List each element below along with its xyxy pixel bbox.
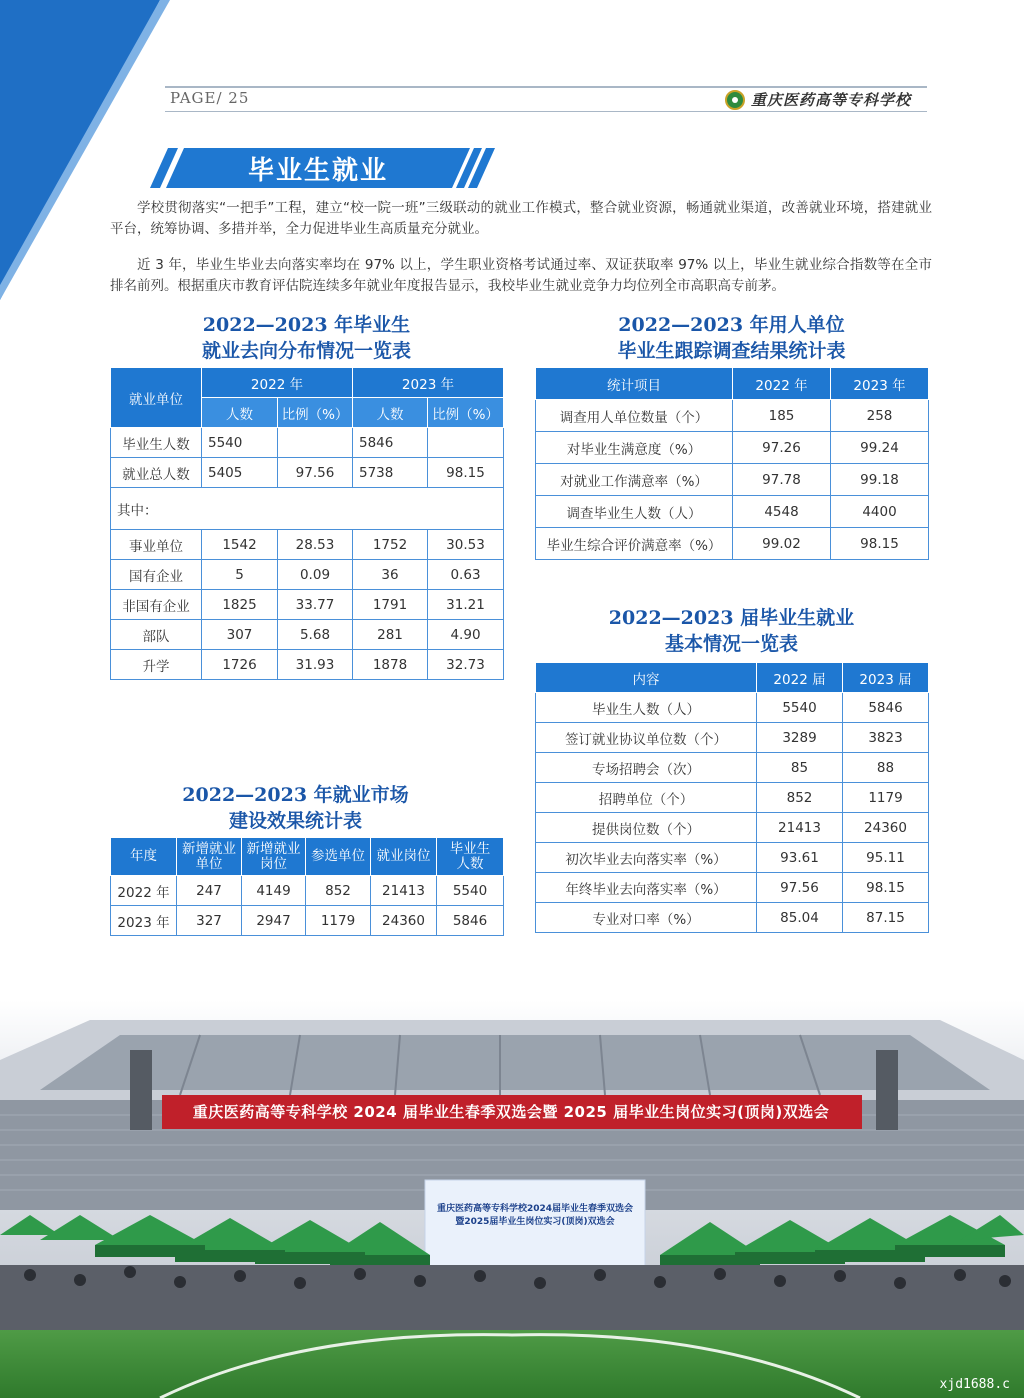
- employment-destination-table: [110, 367, 504, 680]
- header-participants: [306, 838, 371, 876]
- row-label: 国有企业: [111, 560, 202, 590]
- cell: 5.68: [278, 620, 353, 650]
- row-label: 事业单位: [111, 530, 202, 560]
- header-new-units: [177, 838, 242, 876]
- table4-title: [110, 782, 503, 834]
- school-name: 重庆医药高等专科学校: [751, 91, 912, 109]
- banner-text: 重庆医药高等专科学校 2024 届毕业生春季双选会暨 2025 届毕业生岗位实习(顶岗)双选会: [192, 1103, 830, 1121]
- cell: 87.15: [843, 903, 929, 933]
- job-fair-scene: [0, 1000, 1024, 1398]
- row-label: 签订就业协议单位数（个）: [536, 723, 757, 753]
- cell: 21413: [757, 813, 843, 843]
- cell: 3823: [843, 723, 929, 753]
- header-graduates: [437, 838, 504, 876]
- cell: 852: [757, 783, 843, 813]
- cell: 5846: [843, 693, 929, 723]
- section-title: 毕业生就业: [248, 156, 389, 186]
- cell: [278, 428, 353, 458]
- table-row: [111, 530, 504, 560]
- row-label: 提供岗位数（个）: [536, 813, 757, 843]
- table-row: [536, 496, 929, 528]
- cell: 99.24: [831, 432, 929, 464]
- row-label: 专业对口率（%）: [536, 903, 757, 933]
- cell: 1825: [202, 590, 278, 620]
- cell: 24360: [843, 813, 929, 843]
- table-row: [111, 620, 504, 650]
- cell: 4548: [733, 496, 831, 528]
- cell: 99.02: [733, 528, 831, 560]
- header-2022: 2022 年: [202, 368, 353, 398]
- header-job-posts: [371, 838, 437, 876]
- table-row: [536, 693, 929, 723]
- cell: 21413: [371, 876, 437, 906]
- table-row: [536, 903, 929, 933]
- table-row: [536, 432, 929, 464]
- cell: 97.56: [757, 873, 843, 903]
- table3-title-line2: 基本情况一览表: [664, 633, 798, 655]
- header-2023: 2023 届: [843, 663, 929, 693]
- header-new-posts: [242, 838, 306, 876]
- cell: 95.11: [843, 843, 929, 873]
- table3-title: [535, 605, 928, 657]
- header-2023: 2023 年: [353, 368, 504, 398]
- cell: 98.15: [843, 873, 929, 903]
- cell: 1791: [353, 590, 428, 620]
- row-label: 毕业生综合评价满意率（%）: [536, 528, 733, 560]
- table-row: [111, 590, 504, 620]
- table-row: [111, 458, 504, 488]
- header-count: 人数: [202, 398, 278, 428]
- table-row: [536, 400, 929, 432]
- cell: 4149: [242, 876, 306, 906]
- cell: 33.77: [278, 590, 353, 620]
- table-row: [111, 876, 504, 906]
- cell: 98.15: [428, 458, 504, 488]
- table-row: [536, 813, 929, 843]
- row-label: 对就业工作满意率（%）: [536, 464, 733, 496]
- cell: 5405: [202, 458, 278, 488]
- stage-text: [430, 1203, 640, 1229]
- cell: 88: [843, 753, 929, 783]
- cell: 0.63: [428, 560, 504, 590]
- cell: [428, 428, 504, 458]
- table1-title: [110, 312, 503, 364]
- header-rule-bottom: [165, 111, 927, 112]
- header-text: 单位: [195, 855, 223, 872]
- header-content: 内容: [536, 663, 757, 693]
- cell: 99.18: [831, 464, 929, 496]
- table2-title-line2: 毕业生跟踪调查结果统计表: [617, 340, 846, 362]
- job-market-table: [110, 837, 504, 936]
- cell: 258: [831, 400, 929, 432]
- header-ratio: 比例（%）: [428, 398, 504, 428]
- row-label: 毕业生人数: [111, 428, 202, 458]
- cell: 5: [202, 560, 278, 590]
- row-label: 2022 年: [111, 876, 177, 906]
- row-label: 年终毕业去向落实率（%）: [536, 873, 757, 903]
- cell: 24360: [371, 906, 437, 936]
- cell: 32.73: [428, 650, 504, 680]
- cell: 31.21: [428, 590, 504, 620]
- table-row: [111, 488, 504, 530]
- cell: 98.15: [831, 528, 929, 560]
- graduate-basics-table: [535, 662, 929, 933]
- cell: 85: [757, 753, 843, 783]
- employer-survey-table: [535, 367, 929, 560]
- cell: 5846: [437, 906, 504, 936]
- cell: 307: [202, 620, 278, 650]
- table1-title-line1: 2022—2023 年毕业生: [202, 314, 411, 336]
- table-row: [536, 753, 929, 783]
- cell: 97.26: [733, 432, 831, 464]
- table4-title-line2: 建设效果统计表: [228, 810, 362, 832]
- header-item: 统计项目: [536, 368, 733, 400]
- table1-title-line2: 就业去向分布情况一览表: [201, 340, 411, 362]
- cell: 85.04: [757, 903, 843, 933]
- table3-title-line1: 2022—2023 届毕业生就业: [608, 607, 855, 629]
- row-label: 初次毕业去向落实率（%）: [536, 843, 757, 873]
- table-row: [536, 723, 929, 753]
- row-label: 升学: [111, 650, 202, 680]
- intro-paragraph-1: 学校贯彻落实“一把手”工程，建立“校一院一班”三级联动的就业工作模式，整合就业资源，畅通就业渠道，改善就业环境，搭建就业平台，统筹协调、多措并举，全力促进毕业生高质量充分就业。: [110, 200, 932, 237]
- table-row: [536, 528, 929, 560]
- cell: 0.09: [278, 560, 353, 590]
- cell: 247: [177, 876, 242, 906]
- job-fair-photo: [0, 1000, 1024, 1398]
- cell: 1752: [353, 530, 428, 560]
- page-number: PAGE/ 25: [170, 89, 250, 107]
- header-text: 新增就业: [182, 840, 236, 857]
- table-row: [111, 650, 504, 680]
- row-label: 招聘单位（个）: [536, 783, 757, 813]
- row-label: 对毕业生满意度（%）: [536, 432, 733, 464]
- table-row: [111, 906, 504, 936]
- cell: 31.93: [278, 650, 353, 680]
- cell: 281: [353, 620, 428, 650]
- cell: 185: [733, 400, 831, 432]
- cell: 28.53: [278, 530, 353, 560]
- cell: 1179: [843, 783, 929, 813]
- header-text: 毕业生: [449, 840, 491, 857]
- header-year: [111, 838, 177, 876]
- watermark: xjd1688.c: [939, 1377, 1010, 1392]
- cell: 852: [306, 876, 371, 906]
- among-label: 其中：: [111, 488, 504, 530]
- cell: 5540: [202, 428, 278, 458]
- school-logo-icon: [725, 90, 745, 110]
- table-row: [536, 464, 929, 496]
- cell: 1726: [202, 650, 278, 680]
- cell: 1542: [202, 530, 278, 560]
- header-rule-top: [165, 86, 927, 88]
- intro-paragraph-2: 近 3 年，毕业生毕业去向落实率均在 97% 以上，学生职业资格考试通过率、双证获取率 97% 以上，毕业生就业综合指数等在全市排名前列。根据重庆市教育评估院连续多年就业年度报告显示，我校毕业生就业竞争力均位列全市高职高专前茅。: [110, 257, 932, 294]
- cell: 5540: [437, 876, 504, 906]
- row-label: 调查用人单位数量（个）: [536, 400, 733, 432]
- school-brand: [725, 89, 911, 110]
- cell: 5738: [353, 458, 428, 488]
- cell: 3289: [757, 723, 843, 753]
- row-label: 非国有企业: [111, 590, 202, 620]
- row-label: 就业总人数: [111, 458, 202, 488]
- header-ratio: 比例（%）: [278, 398, 353, 428]
- row-label: 专场招聘会（次）: [536, 753, 757, 783]
- row-label: 部队: [111, 620, 202, 650]
- header-text: 参选单位: [311, 848, 365, 864]
- cell: 1179: [306, 906, 371, 936]
- table4-title-line1: 2022—2023 年就业市场: [182, 784, 409, 806]
- cell: 30.53: [428, 530, 504, 560]
- header-2023: 2023 年: [831, 368, 929, 400]
- stage-text-line1: 重庆医药高等专科学校2024届毕业生春季双选会: [436, 1204, 634, 1214]
- table2-title-line1: 2022—2023 年用人单位: [618, 314, 845, 336]
- header-text: 新增就业: [246, 840, 301, 857]
- cell: 97.56: [278, 458, 353, 488]
- header-text: 人数: [456, 855, 484, 872]
- table-row: [536, 843, 929, 873]
- cell: 36: [353, 560, 428, 590]
- header-text: 年度: [130, 848, 157, 864]
- table-row: [111, 428, 504, 458]
- header-count: 人数: [353, 398, 428, 428]
- cell: 5846: [353, 428, 428, 458]
- cell: 2947: [242, 906, 306, 936]
- cell: 327: [177, 906, 242, 936]
- cell: 4400: [831, 496, 929, 528]
- table2-title: [535, 312, 928, 364]
- header-text: 就业岗位: [376, 848, 431, 864]
- row-label: 毕业生人数（人）: [536, 693, 757, 723]
- cell: 93.61: [757, 843, 843, 873]
- table-row: [536, 873, 929, 903]
- header-2022: 2022 年: [733, 368, 831, 400]
- header-text: 岗位: [260, 855, 287, 872]
- stage-text-line2: 暨2025届毕业生岗位实习(顶岗)双选会: [455, 1217, 615, 1227]
- row-label: 2023 年: [111, 906, 177, 936]
- header-2022: 2022 届: [757, 663, 843, 693]
- cell: 5540: [757, 693, 843, 723]
- table-row: [536, 783, 929, 813]
- cell: 4.90: [428, 620, 504, 650]
- table-row: [111, 560, 504, 590]
- header-unit: 就业单位: [111, 368, 202, 428]
- cell: 97.78: [733, 464, 831, 496]
- row-label: 调查毕业生人数（人）: [536, 496, 733, 528]
- cell: 1878: [353, 650, 428, 680]
